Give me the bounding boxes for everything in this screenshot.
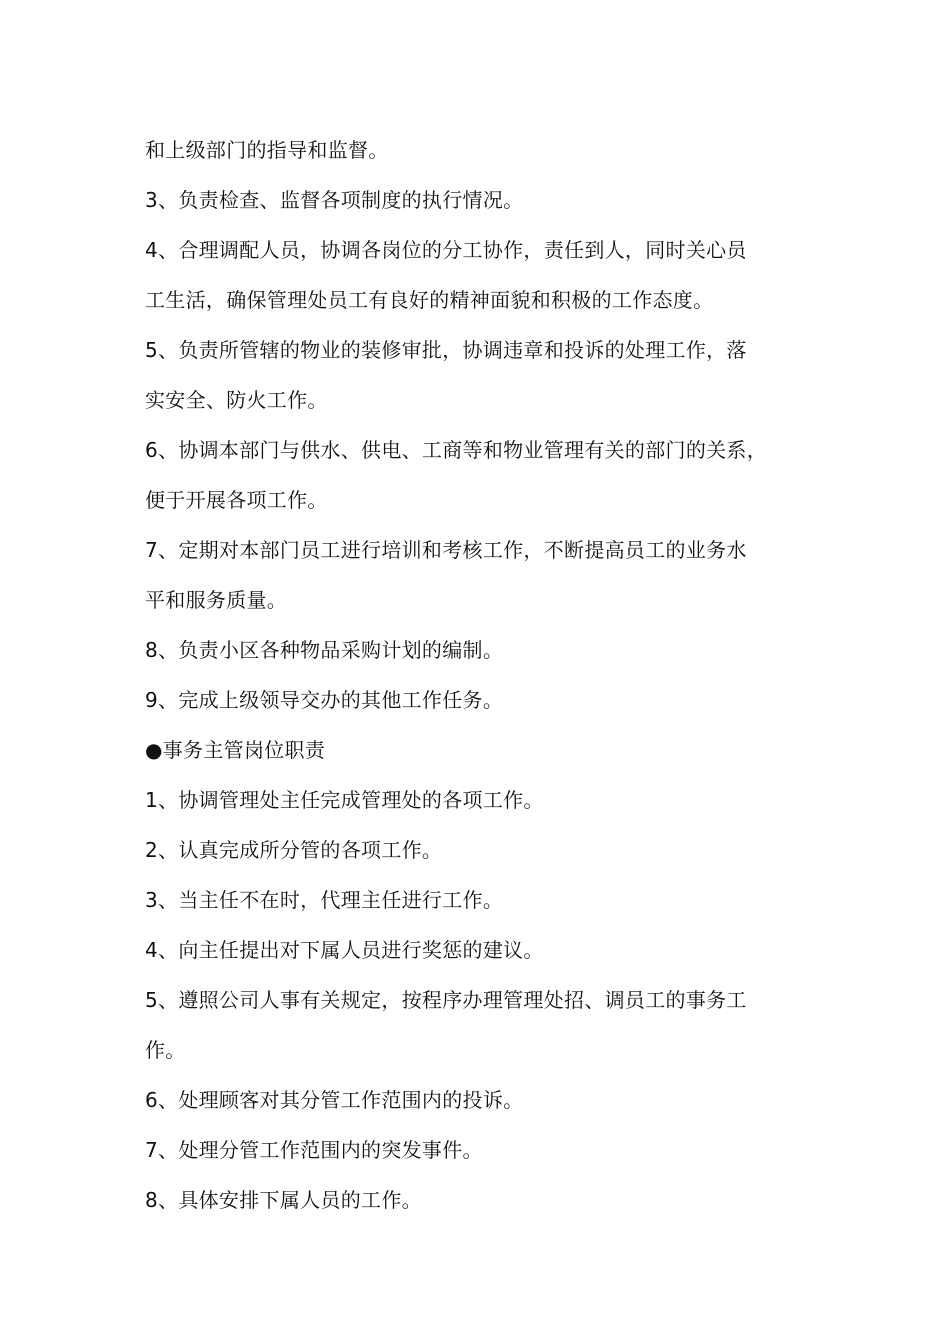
text-line: 4、合理调配人员，协调各岗位的分工协作，责任到人，同时关心员 xyxy=(145,238,747,262)
text-line: 4、向主任提出对下属人员进行奖惩的建议。 xyxy=(145,938,544,962)
text-line: 和上级部门的指导和监督。 xyxy=(145,138,389,162)
text-line: 实安全、防火工作。 xyxy=(145,388,328,412)
text-line: 工生活，确保管理处员工有良好的精神面貌和积极的工作态度。 xyxy=(145,288,714,312)
text-line: 3、负责检查、监督各项制度的执行情况。 xyxy=(145,188,524,212)
text-line: 3、当主任不在时，代理主任进行工作。 xyxy=(145,888,504,912)
text-line: 5、负责所管辖的物业的装修审批，协调违章和投诉的处理工作，落 xyxy=(145,338,747,362)
text-line: 2、认真完成所分管的各项工作。 xyxy=(145,838,443,862)
text-line: 8、具体安排下属人员的工作。 xyxy=(145,1188,422,1212)
text-line: 6、处理顾客对其分管工作范围内的投诉。 xyxy=(145,1088,524,1112)
text-line: 9、完成上级领导交办的其他工作任务。 xyxy=(145,688,504,712)
text-line: 7、定期对本部门员工进行培训和考核工作，不断提高员工的业务水 xyxy=(145,538,747,562)
text-line: 1、协调管理处主任完成管理处的各项工作。 xyxy=(145,788,544,812)
text-line: 便于开展各项工作。 xyxy=(145,488,328,512)
text-line: 5、遵照公司人事有关规定，按程序办理管理处招、调员工的事务工 xyxy=(145,988,747,1012)
text-line: 作。 xyxy=(145,1038,186,1062)
text-line: 平和服务质量。 xyxy=(145,588,288,612)
text-line: 6、协调本部门与供水、供电、工商等和物业管理有关的部门的关系， xyxy=(145,438,768,462)
text-line: 7、处理分管工作范围内的突发事件。 xyxy=(145,1138,483,1162)
document-body xyxy=(145,125,835,1225)
section-heading: ●事务主管岗位职责 xyxy=(145,738,326,762)
text-line: 8、负责小区各种物品采购计划的编制。 xyxy=(145,638,504,662)
